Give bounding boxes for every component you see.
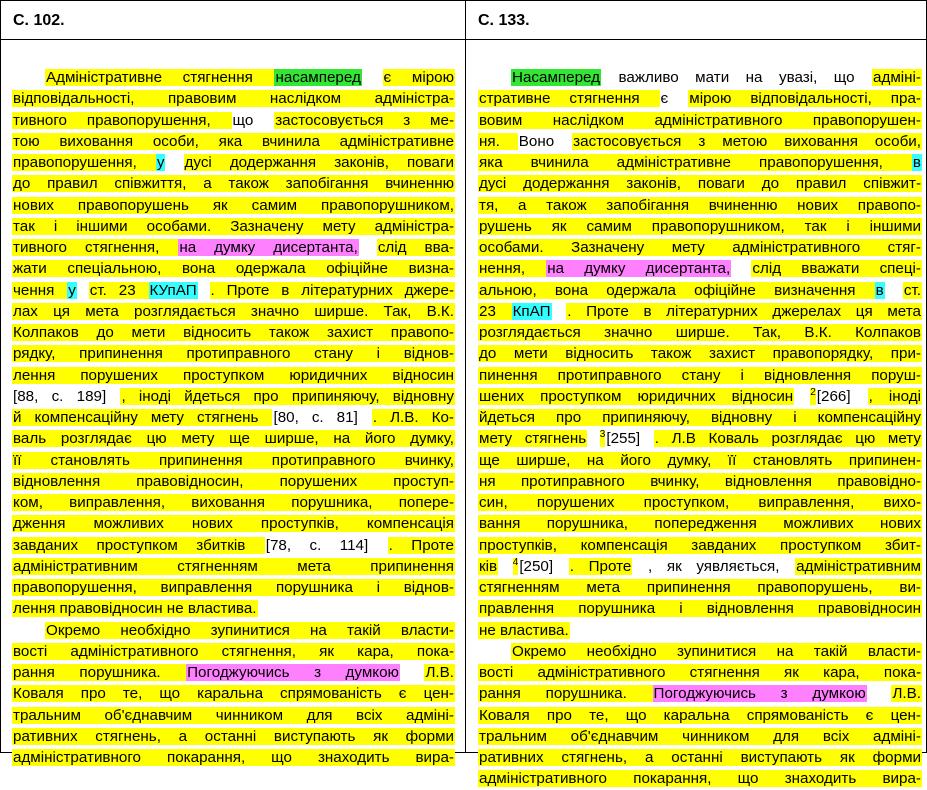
header-row: [1, 1, 927, 40]
footnote-number: 4: [512, 556, 519, 568]
text-segment: . Проте в літературних джере-: [210, 281, 455, 299]
right-text-line: [478, 556, 922, 577]
right-page-ref: С. 133.: [478, 12, 530, 29]
left-text-line: [12, 88, 455, 109]
left-header-cell: [1, 1, 466, 40]
right-text-line: [478, 195, 922, 216]
right-text-line: [478, 662, 922, 683]
text-segment: ще ширше, на його думку, її становлять припинен-: [479, 451, 921, 469]
left-text-line: [12, 577, 455, 598]
footnote-number: 2: [810, 386, 816, 398]
left-text-line: [12, 131, 455, 152]
text-segment: лення порушених проступком юридичних відносин: [13, 366, 454, 384]
text-segment: йдеться про припиняючу, відновну і компенсаційну: [479, 409, 921, 426]
left-text-line: [12, 110, 455, 131]
text-segment: [250]: [519, 557, 554, 575]
left-text-line: [12, 620, 455, 641]
right-text-line: [478, 237, 922, 258]
right-text-line: [478, 641, 922, 662]
left-text-line: [12, 152, 455, 173]
right-text-line: [478, 301, 922, 322]
text-segment: , іноді: [868, 387, 921, 405]
text-segment: правопорушення, виправлення порушника і віднов-: [13, 579, 454, 596]
text-segment: рядку, припинення протиправного стану і віднов-: [13, 345, 454, 363]
text-segment: дження можливих нових проступків, компенсація: [13, 515, 454, 533]
text-segment: [80, с. 81]: [273, 409, 358, 426]
text-segment: й компенсаційну мету стягнень: [13, 409, 272, 426]
text-segment: КпАП: [512, 302, 551, 320]
text-segment: . Л.В Коваль розглядає цю мету: [654, 430, 921, 448]
text-segment: адміністративного покарання, що знаходить вира-: [479, 770, 921, 788]
text-segment: слід вва-: [377, 239, 454, 256]
text-segment: . Проте в літературних джерелах ця мета: [567, 302, 921, 320]
right-text-line: [478, 535, 922, 556]
text-segment: в: [912, 154, 921, 171]
text-segment: адміні-: [873, 69, 921, 86]
text-segment: шених проступком юридичних відносин: [479, 387, 794, 405]
left-text-line: [12, 492, 455, 513]
right-text-line: [478, 747, 922, 768]
left-text-line: [12, 556, 455, 577]
text-segment: є: [660, 90, 669, 108]
right-text-line: [478, 726, 922, 747]
text-segment: . Л.В. Ко-: [372, 409, 454, 426]
left-text-line: [12, 195, 455, 216]
left-text-cell: [1, 40, 466, 766]
text-segment: [78, с. 114]: [265, 536, 369, 554]
left-text-line: [12, 705, 455, 726]
text-segment: Окремо необхідно зупинитися на такій власти-: [512, 642, 921, 660]
text-segment: вовим наслідком адміністративного правопорушен-: [479, 111, 921, 129]
text-segment: тральним об'єднавчим чинником для всіх адміні-: [479, 727, 921, 745]
text-segment: нових правопорушень як самим правопорушником,: [13, 196, 454, 214]
text-segment: тивного правопорушення,: [13, 111, 231, 129]
text-segment: в: [875, 281, 884, 299]
right-text-cell: [466, 40, 927, 788]
text-segment: так і іншими особами. Зазначену мету адміністра-: [13, 217, 454, 235]
text-segment: вання порушника, попередження можливих нових: [479, 515, 921, 533]
right-text-line: [478, 258, 922, 279]
text-segment: [88, с. 189]: [13, 387, 107, 405]
text-segment: до мети відносить також захист правопорядку, при-: [479, 345, 921, 363]
text-segment: ня протиправного вчинку, відновлення правовідно-: [479, 472, 921, 490]
text-segment: Воно: [518, 132, 555, 150]
text-segment: ків: [479, 557, 498, 575]
text-segment: валь розглядає цю мету ще ширше, на його думку,: [13, 430, 454, 448]
text-segment: , як уявляється,: [647, 557, 780, 575]
right-text-line: [478, 173, 922, 194]
text-segment: насамперед: [275, 69, 361, 86]
right-text-line: [478, 280, 922, 301]
text-segment: рушень як самим правопорушником, так і іншими: [479, 217, 921, 235]
text-segment: тя, а також запобігання вчиненню нових правопо-: [479, 196, 921, 214]
left-text-line: [12, 280, 455, 301]
right-header-cell: [466, 1, 927, 40]
left-text-line: [12, 407, 455, 428]
right-text-line: [478, 131, 922, 152]
text-segment: у: [68, 281, 76, 299]
text-segment: рання порушника.: [13, 664, 186, 681]
text-segment: вості адміністративного стягнення як кара, пока-: [479, 664, 921, 681]
text-segment: син, порушених проступком, виправлення, вихо-: [479, 494, 921, 511]
text-segment: у: [156, 154, 165, 171]
text-segment: стягненням мета припинення правопорушень, ви-: [479, 579, 921, 596]
right-text-line: [478, 598, 922, 619]
right-text-line: [478, 513, 922, 534]
text-segment: ративних стягнень, а останні виступають як форми: [479, 749, 921, 766]
text-segment: КУпАП: [149, 281, 197, 299]
text-segment: Окремо необхідно зупинитися на такій власти-: [46, 621, 454, 639]
right-text-line: [478, 683, 922, 704]
text-segment: розглядається значно ширше. Так, В.К. Колпаков: [479, 324, 921, 341]
left-page-ref: С. 102.: [13, 12, 65, 29]
left-text-line: [12, 450, 455, 471]
right-text-line: [478, 322, 922, 343]
left-text-line: [12, 322, 455, 343]
text-segment: застосовується з метою виховання особи,: [573, 132, 921, 150]
right-text-line: [478, 428, 922, 449]
text-segment: правопорушення,: [13, 154, 155, 171]
right-text-line: [478, 705, 922, 726]
text-segment: 23: [479, 302, 511, 320]
text-segment: рання порушника.: [479, 685, 652, 703]
text-segment: мету стягнень: [479, 430, 587, 448]
left-text-line: [12, 535, 455, 556]
right-text-line: [478, 386, 922, 407]
right-text-line: [478, 110, 922, 131]
text-segment: особами. Зазначену мету адміністративного стяг-: [479, 239, 921, 256]
left-text-line: [12, 258, 455, 279]
text-segment: стративне стягнення: [479, 90, 659, 108]
left-text-line: [12, 173, 455, 194]
text-segment: ст. 23: [89, 281, 148, 299]
text-segment: на думку дисертанта,: [547, 260, 731, 278]
text-segment: Л.В.: [892, 685, 921, 703]
left-text-line: [12, 726, 455, 747]
text-segment: правлення порушника і відновлення правовідносин: [479, 600, 921, 618]
text-segment: ня.: [479, 132, 517, 150]
left-text-line: [12, 216, 455, 237]
text-segment: пинення протиправного стану і відновлення поруш-: [479, 366, 921, 384]
footnote-number: 3: [599, 429, 606, 441]
right-text-line: [478, 407, 922, 428]
left-text-line: [12, 471, 455, 492]
text-segment: важливо мати на увазі, що: [618, 69, 872, 86]
text-segment: чення: [13, 281, 67, 299]
left-text-line: [12, 386, 455, 407]
text-segment: Коваля про те, що каральна спрямованість є цен-: [479, 706, 921, 724]
text-segment: ративних стягнень, а останні виступають як форми: [13, 727, 454, 745]
text-segment: . Проте: [388, 536, 454, 554]
text-segment: нення,: [479, 260, 546, 278]
left-text-lines: [12, 67, 455, 768]
text-segment: тральним об'єднавчим чинником для всіх адміні-: [13, 706, 454, 724]
text-segment: [266]: [816, 387, 851, 405]
text-segment: адміністративного покарання, що знаходить вира-: [13, 749, 454, 766]
text-segment: Насамперед: [512, 69, 600, 86]
text-segment: альною, вона одержала офіційне визначення: [479, 281, 874, 299]
text-segment: відповідальності, правовим наслідком адміністра-: [13, 90, 454, 108]
right-text-line: [478, 343, 922, 364]
right-text-line: [478, 768, 922, 789]
left-text-line: [12, 301, 455, 322]
text-segment: ст.: [903, 281, 921, 299]
text-segment: мірою відповідальності, пра-: [689, 90, 921, 108]
right-text-line: [478, 67, 922, 88]
right-text-line: [478, 620, 922, 641]
right-text-lines: [478, 67, 922, 790]
right-text-line: [478, 471, 922, 492]
text-segment: , іноді йдеться про припиняючу, відновну: [121, 387, 454, 405]
text-segment: відновлення правовідносин, порушених проступ-: [13, 472, 454, 490]
left-text-line: [12, 237, 455, 258]
text-segment: тою виховання особи, яка вчинила адміністративне: [13, 132, 454, 150]
text-segment: адміністративним: [796, 557, 921, 575]
text-segment: яка вчинила адміністративне правопорушення,: [479, 154, 911, 171]
text-segment: лення правовідносин не властива.: [13, 600, 257, 618]
text-segment: жати спеціальною, вона одержала офіційне визна-: [13, 260, 454, 278]
right-text-line: [478, 152, 922, 173]
text-segment: дусі додержання законів, поваги: [184, 154, 454, 171]
text-segment: є мірою: [383, 69, 454, 86]
text-segment: [255]: [606, 430, 641, 448]
text-segment: завданих проступком збитків: [13, 536, 264, 554]
text-segment: лах ця мета розглядається значно ширше. Так, В.К.: [13, 302, 454, 320]
text-segment: проступків, компенсація завданих проступком збит-: [479, 536, 921, 554]
right-text-line: [478, 365, 922, 386]
right-text-line: [478, 450, 922, 471]
right-text-line: [478, 216, 922, 237]
left-text-line: [12, 513, 455, 534]
text-segment: Погоджуючись з думкою: [653, 685, 866, 703]
left-text-line: [12, 428, 455, 449]
text-segment: Колпаков до мети відносить також захист правопо-: [13, 324, 454, 341]
text-segment: до правил співжиття, а також запобігання вчиненню: [13, 175, 454, 193]
text-segment: . Проте: [569, 557, 632, 575]
left-text-line: [12, 641, 455, 662]
right-column: [466, 40, 926, 788]
text-segment: застосовується з ме-: [275, 111, 454, 129]
text-segment: її становлять припинення протиправного вчинку,: [13, 451, 454, 469]
left-text-line: [12, 662, 455, 683]
text-segment: тивного стягнення,: [13, 239, 178, 256]
left-text-line: [12, 747, 455, 768]
left-text-line: [12, 365, 455, 386]
body-row: [1, 40, 927, 753]
text-segment: Коваля про те, що каральна спрямованість є цен-: [13, 685, 454, 703]
text-segment: Адміністративне стягнення: [46, 69, 274, 86]
text-segment: адміністративним стягненням мета припинення: [13, 557, 454, 575]
left-text-line: [12, 683, 455, 704]
left-text-line: [12, 67, 455, 88]
text-segment: слід вважати спеці-: [752, 260, 921, 278]
left-text-line: [12, 343, 455, 364]
text-segment: дусі додержання законів, поваги до правил співжит-: [479, 175, 921, 193]
footnote-marker: [810, 388, 816, 405]
text-segment: не властива.: [479, 621, 569, 639]
right-text-line: [478, 492, 922, 513]
text-segment: що: [232, 111, 254, 129]
text-segment: ком, виправлення, виховання порушника, попере-: [13, 494, 454, 511]
left-column: [1, 40, 465, 766]
right-text-line: [478, 88, 922, 109]
text-segment: на думку дисертанта,: [179, 239, 358, 256]
text-segment: вості адміністративного стягнення, як кара, пока-: [13, 642, 454, 660]
left-text-line: [12, 598, 455, 619]
right-text-line: [478, 577, 922, 598]
text-segment: Погоджуючись з думкою: [187, 664, 399, 681]
text-segment: Л.В.: [425, 664, 454, 681]
